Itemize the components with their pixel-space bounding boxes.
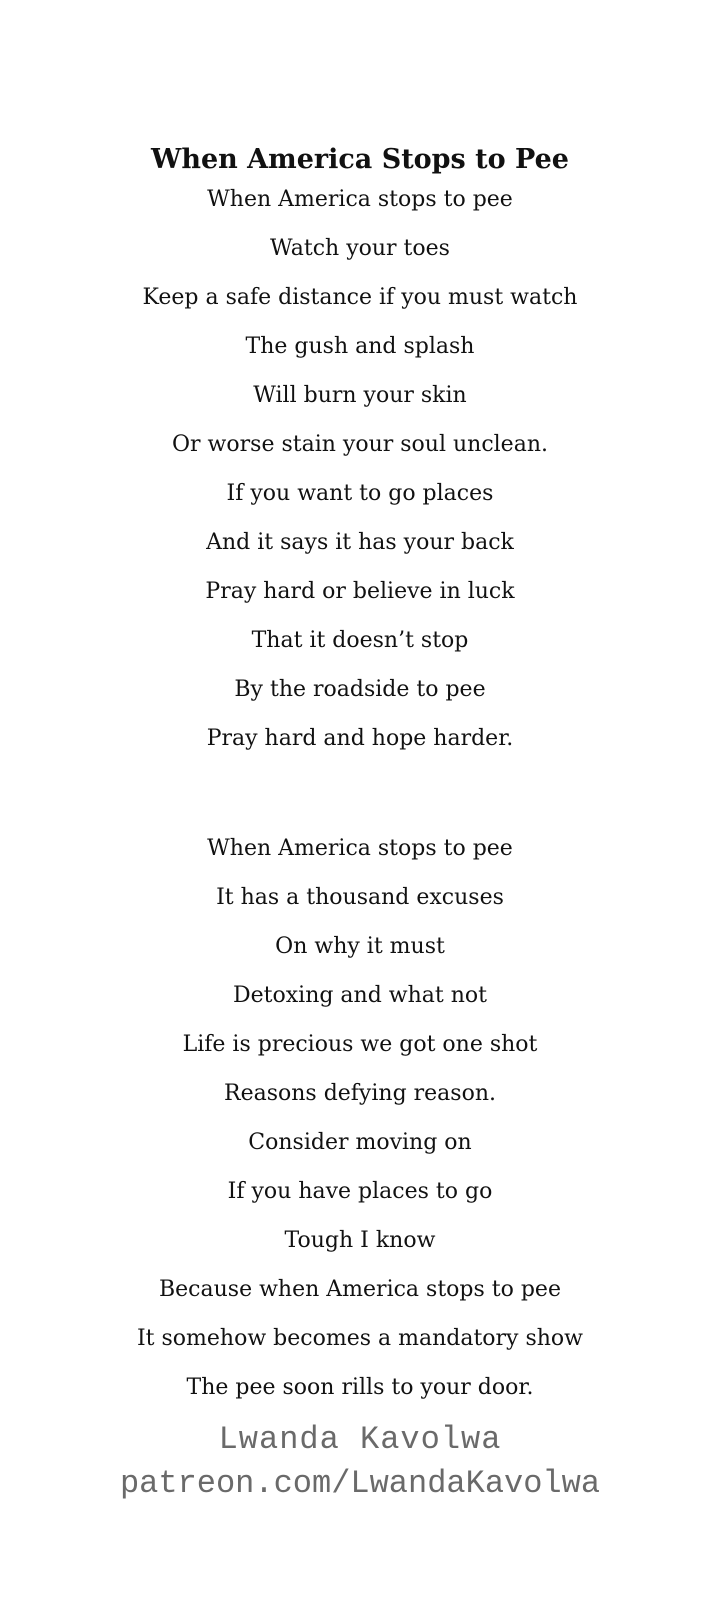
poem-line: Pray hard and hope harder. [206,726,514,751]
poem-line: And it says it has your back [206,530,514,555]
poem-line: If you have places to go [227,1179,493,1204]
poem-line: Detoxing and what not [233,983,487,1008]
poem-line: It somehow becomes a mandatory show [136,1326,584,1351]
poem-line: Tough I know [284,1228,436,1253]
author-signature [0,1418,720,1506]
poem-line: Life is precious we got one shot [182,1032,538,1057]
poem-line: Reasons defying reason. [224,1081,496,1106]
poem-title: When America Stops to Pee [151,144,569,176]
poem-line: Keep a safe distance if you must watch [142,285,578,310]
poem-line: That it doesn’t stop [251,628,469,653]
poem-line: When America stops to pee [207,836,513,861]
author-patreon-url: patreon.com/LwandaKavolwa [119,1465,601,1502]
poem-line: Consider moving on [248,1130,472,1155]
author-name: Lwanda Kavolwa [218,1421,502,1458]
poem-line: By the roadside to pee [234,677,486,702]
poem-line: On why it must [275,934,445,959]
poem-stanza-1 [0,183,720,771]
poem-line: Because when America stops to pee [159,1277,561,1302]
poem-line: Pray hard or believe in luck [205,579,515,604]
poem-line: When America stops to pee [207,187,513,212]
poem-line: Watch your toes [270,236,450,261]
poem-line: Or worse stain your soul unclean. [172,432,548,457]
poem-line: Will burn your skin [253,383,467,408]
poem-line: The pee soon rills to your door. [186,1375,534,1400]
poem-stanza-2 [0,832,720,1420]
poem-line: It has a thousand excuses [216,885,504,910]
poem-line: The gush and splash [245,334,475,359]
poem-line: If you want to go places [226,481,494,506]
